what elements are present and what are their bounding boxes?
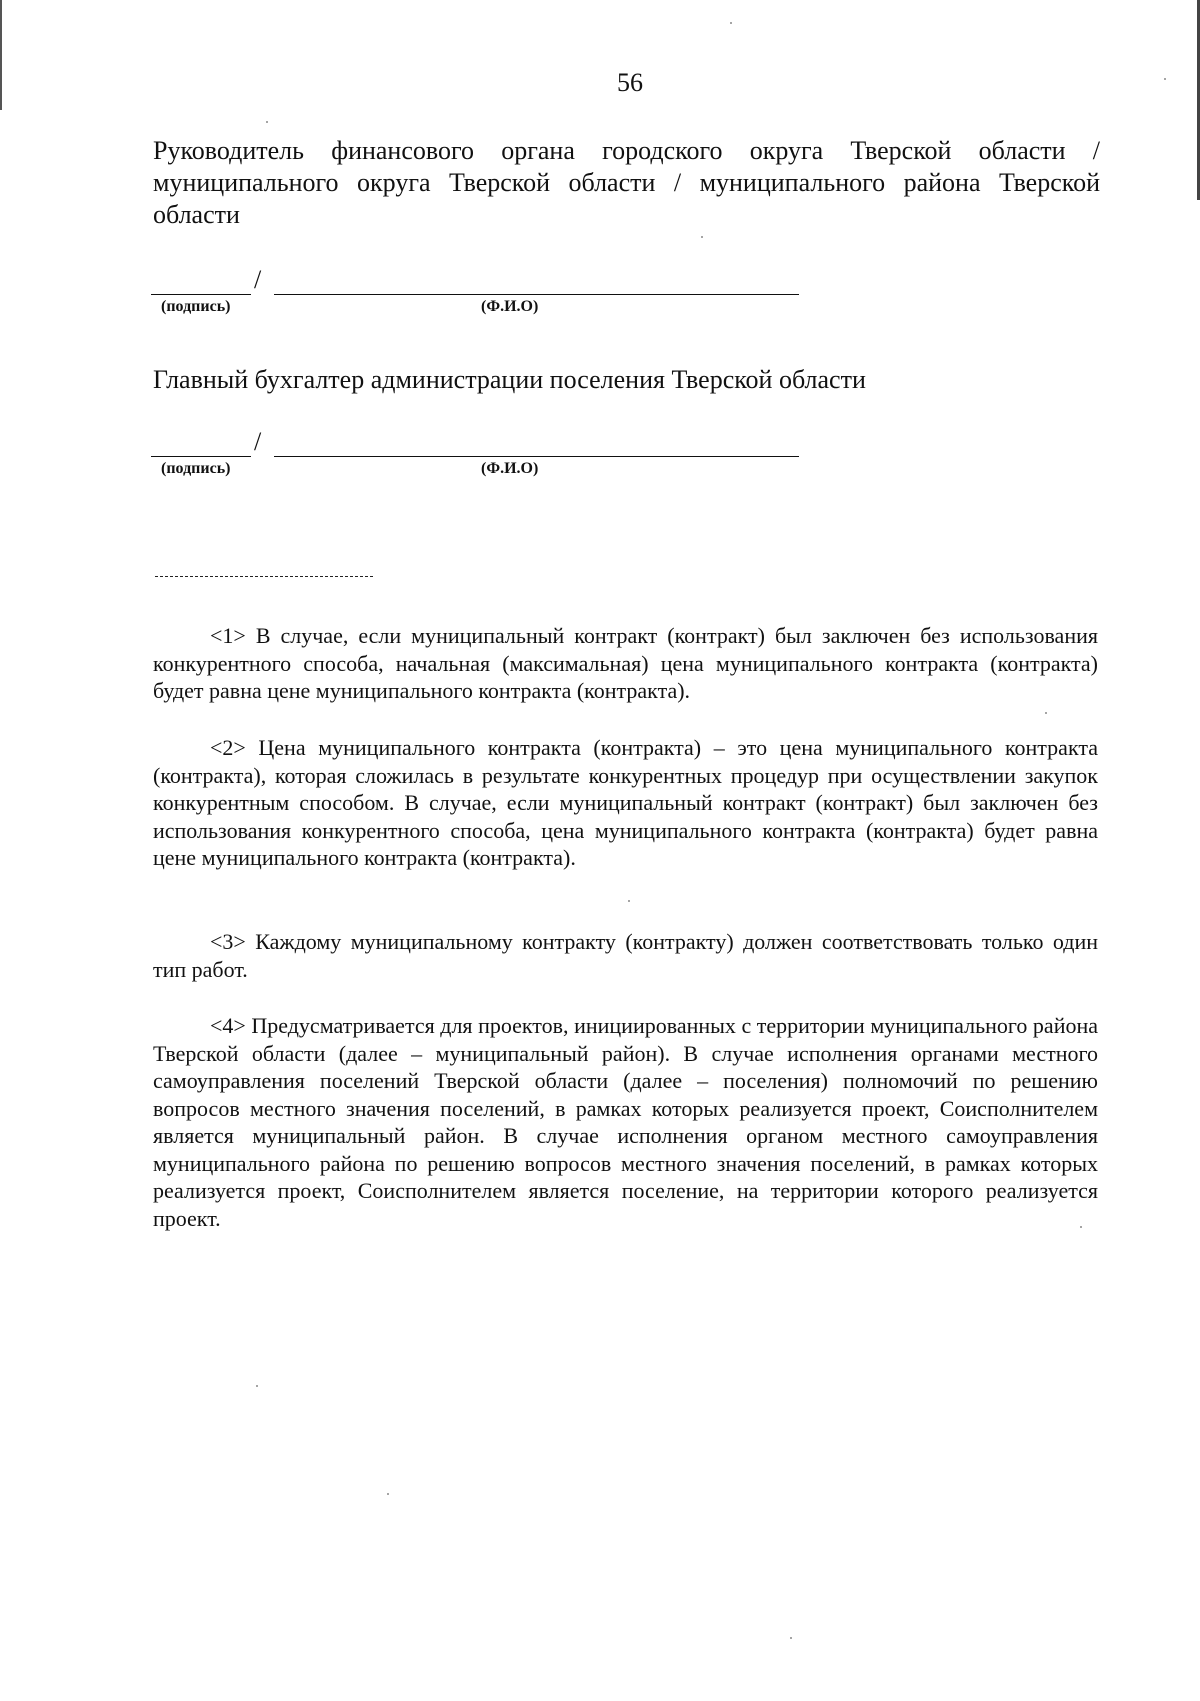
footnote-4: <4> Предусматривается для проектов, инициированных с территории муниципального района Тверской области (далее – муниципальный район). В случае исполнения органами местного самоуправления поселений Тверской области (далее – поселения) полномочий по решению вопросов местного значения поселений, в рамках которых реализуется проект, Соисполнителем является муниципальный район. В случае исполнения органом местного самоуправления муниципального района по решению вопросов местного значения поселений, в рамках которых реализуется проект, Соисполнителем является поселение, на территории которого реализуется проект.	[153, 1013, 1098, 1231]
scan-speck	[1164, 78, 1166, 80]
footnote-separator	[155, 576, 373, 577]
page-number: 56	[617, 68, 643, 97]
scan-speck	[1045, 712, 1047, 714]
signatory-title-finance-head: Руководитель финансового органа городского округа Тверской области / муниципального округа Тверской области / муниципального района Тверской области	[153, 136, 1100, 229]
signature-separator: /	[254, 427, 262, 456]
signature-caption: (подпись)	[161, 298, 231, 315]
signature-caption: (подпись)	[161, 460, 231, 477]
scan-speck	[256, 1385, 258, 1387]
signature-block-finance-head	[151, 265, 801, 318]
footnote-2: <2> Цена муниципального контракта (контракта) – это цена муниципального контракта (контракта), которая сложилась в результате конкурентных процедур при осуществлении закупок конкурентным способом. В случае, если муниципальный контракт (контракт) был заключен без использования конкурентного способа, цена муниципального контракта (контракта) будет равна цене муниципального контракта (контракта).	[153, 735, 1098, 870]
scan-speck	[387, 1493, 389, 1495]
name-caption: (Ф.И.О)	[481, 460, 539, 477]
name-line	[274, 294, 799, 295]
name-line	[274, 456, 799, 457]
scan-speck	[790, 1637, 792, 1639]
signatory-title-chief-accountant: Главный бухгалтер администрации поселения Тверской области	[153, 365, 866, 394]
signature-separator: /	[254, 265, 262, 294]
scan-speck	[1080, 1226, 1082, 1228]
scan-speck	[730, 22, 732, 24]
signature-line	[151, 456, 251, 457]
signature-block-chief-accountant	[151, 427, 801, 480]
scan-speck	[701, 236, 703, 238]
name-caption: (Ф.И.О)	[481, 298, 539, 315]
scan-speck	[266, 121, 268, 123]
scan-speck	[628, 900, 630, 902]
footnote-1: <1> В случае, если муниципальный контракт (контракт) был заключен без использования конкурентного способа, начальная (максимальная) цена муниципального контракта (контракта) будет равна цене муниципального контракта (контракта).	[153, 623, 1098, 703]
signature-line	[151, 294, 251, 295]
footnote-3: <3> Каждому муниципальному контракту (контракту) должен соответствовать только один тип работ.	[153, 929, 1098, 982]
